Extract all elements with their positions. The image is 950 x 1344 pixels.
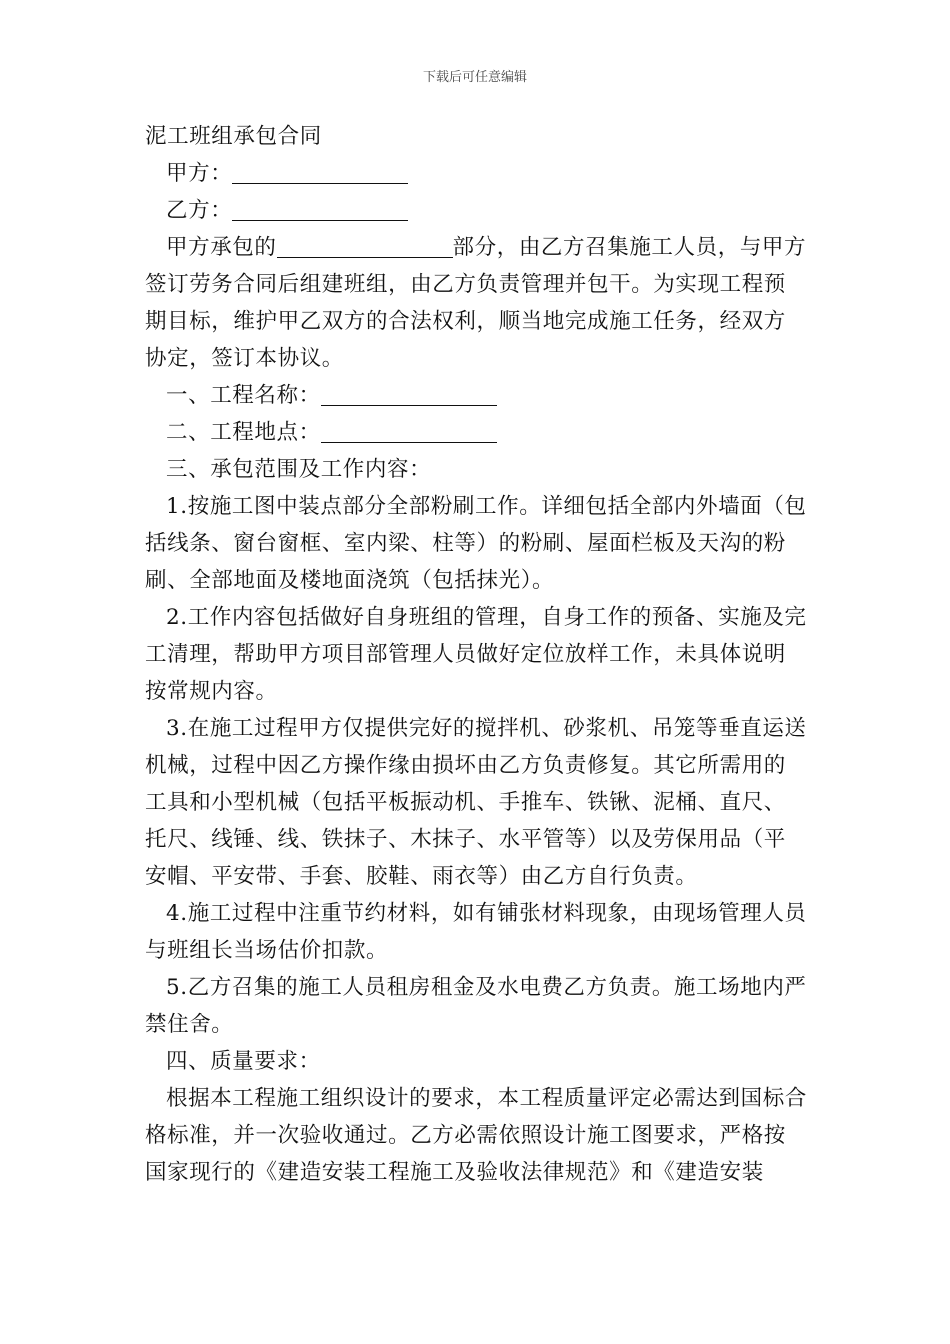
contract-body bbox=[145, 118, 807, 1191]
project-name-blank[interactable] bbox=[321, 379, 497, 406]
section-4-heading: 四、质量要求： bbox=[166, 1049, 321, 1074]
party-b-label: 乙方： bbox=[166, 198, 233, 223]
section-2-label: 二、工程地点： bbox=[166, 420, 321, 445]
section-1-line bbox=[145, 377, 807, 414]
section-4-text: 根据本工程施工组织设计的要求，本工程质量评定必需达到国标合格标准，并一次验收通过。乙方必需依照设计施工图要求，严格按国家现行的《建造安装工程施工及验收法律规范》和《建造安装 bbox=[145, 1086, 807, 1185]
section-1-label: 一、工程名称： bbox=[166, 383, 321, 408]
section-2-line bbox=[145, 414, 807, 451]
page-header-note: 下载后可任意编辑 bbox=[422, 70, 527, 85]
intro-pre: 甲方承包的 bbox=[166, 235, 277, 260]
intro-post: 部分，由乙方召集施工人员，与甲方签订劳务合同后组建班组，由乙方负责管理并包干。为实现工程预期目标，维护甲乙双方的合法权利，顺当地完成施工任务，经双方协定，签订本协议。 bbox=[145, 235, 807, 371]
item-2: 2.工作内容包括做好自身班组的管理，自身工作的预备、实施及完工清理，帮助甲方项目部管理人员做好定位放样工作，未具体说明按常规内容。 bbox=[145, 605, 807, 704]
party-a-blank[interactable] bbox=[232, 157, 408, 184]
party-b-blank[interactable] bbox=[232, 194, 408, 221]
project-part-blank[interactable] bbox=[277, 231, 453, 258]
item-5: 5.乙方召集的施工人员租房租金及水电费乙方负责。施工场地内严禁住舍。 bbox=[145, 975, 807, 1037]
party-b-line bbox=[145, 192, 807, 229]
intro-paragraph bbox=[145, 229, 807, 377]
party-a-label: 甲方： bbox=[166, 161, 233, 186]
party-a-line bbox=[145, 155, 807, 192]
item-4: 4.施工过程中注重节约材料，如有铺张材料现象，由现场管理人员与班组长当场估价扣款。 bbox=[145, 901, 807, 963]
item-1: 1.按施工图中装点部分全部粉刷工作。详细包括全部内外墙面（包括线条、窗台窗框、室内梁、柱等）的粉刷、屋面栏板及天沟的粉刷、全部地面及楼地面浇筑（包括抹光）。 bbox=[145, 494, 807, 593]
item-3: 3.在施工过程甲方仅提供完好的搅拌机、砂浆机、吊笼等垂直运送机械，过程中因乙方操作缘由损坏由乙方负责修复。其它所需用的工具和小型机械（包括平板振动机、手推车、铁锹、泥桶、直尺、托尺、线锤、线、铁抹子、木抹子、水平管等）以及劳保用品（平安帽、平安带、手套、胶鞋、雨衣等）由乙方自行负责。 bbox=[145, 716, 807, 889]
section-3-heading: 三、承包范围及工作内容： bbox=[166, 457, 432, 482]
document-title: 泥工班组承包合同 bbox=[145, 124, 322, 149]
project-location-blank[interactable] bbox=[321, 416, 497, 443]
